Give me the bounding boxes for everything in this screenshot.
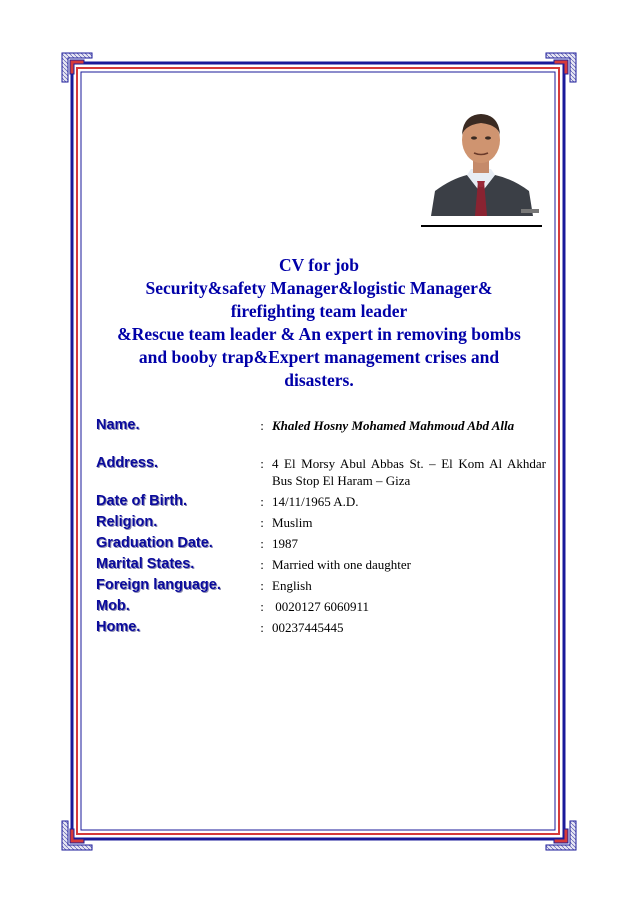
info-colon: :	[260, 557, 264, 572]
photo-underline	[421, 225, 542, 227]
info-label: Address.	[96, 455, 159, 471]
portrait-photo	[421, 95, 542, 216]
info-colon: :	[260, 599, 264, 614]
info-row-name	[96, 416, 546, 454]
info-label: Mob.	[96, 598, 130, 614]
title-line: firefighting team leader	[230, 301, 408, 321]
cv-title	[92, 254, 546, 392]
info-value: 4 El Morsy Abul Abbas St. – El Kom Al Akhdar Bus Stop El Haram – Giza	[272, 456, 546, 488]
title-line: CV for job	[278, 255, 360, 275]
info-colon: :	[260, 456, 264, 471]
info-label: Religion.	[96, 514, 158, 530]
info-value: Married with one daughter	[272, 557, 411, 572]
info-value: 00237445445	[272, 620, 344, 635]
info-label: Graduation Date.	[96, 535, 213, 551]
info-row-birth	[96, 492, 546, 513]
info-colon: :	[260, 536, 264, 551]
info-colon: :	[260, 515, 264, 530]
title-line: and booby trap&Expert management crises and	[138, 347, 500, 367]
info-value: 1987	[272, 536, 298, 551]
title-line: disasters.	[284, 370, 354, 390]
corner-ornament-br	[546, 821, 576, 850]
info-label: Home.	[96, 619, 141, 635]
info-label: Marital States.	[96, 556, 195, 572]
info-row-marital	[96, 555, 546, 576]
info-row-language	[96, 576, 546, 597]
info-value: 0020127 6060911	[272, 599, 370, 614]
info-row-home	[96, 618, 546, 639]
info-row-mobile	[96, 597, 546, 618]
info-value: Khaled Hosny Mohamed Mahmoud Abd Alla	[272, 418, 515, 433]
info-row-religion	[96, 513, 546, 534]
info-colon: :	[260, 620, 264, 635]
info-label: Date of Birth.	[96, 493, 188, 509]
title-line: Security&safety Manager&logistic Manager&	[145, 278, 493, 298]
info-colon: :	[260, 578, 264, 593]
title-line: &Rescue team leader & An expert in removing bombs	[117, 324, 521, 344]
info-label: Foreign language.	[96, 577, 221, 593]
personal-info-list	[96, 416, 546, 639]
info-value: 14/11/1965 A.D.	[272, 494, 359, 509]
info-colon: :	[260, 418, 264, 433]
info-row-graduation	[96, 534, 546, 555]
portrait-icon	[421, 95, 542, 216]
info-colon: :	[260, 494, 264, 509]
info-label: Name.	[96, 417, 140, 433]
info-value: English	[272, 578, 312, 593]
info-row-address	[96, 454, 546, 492]
info-value: Muslim	[272, 515, 313, 530]
